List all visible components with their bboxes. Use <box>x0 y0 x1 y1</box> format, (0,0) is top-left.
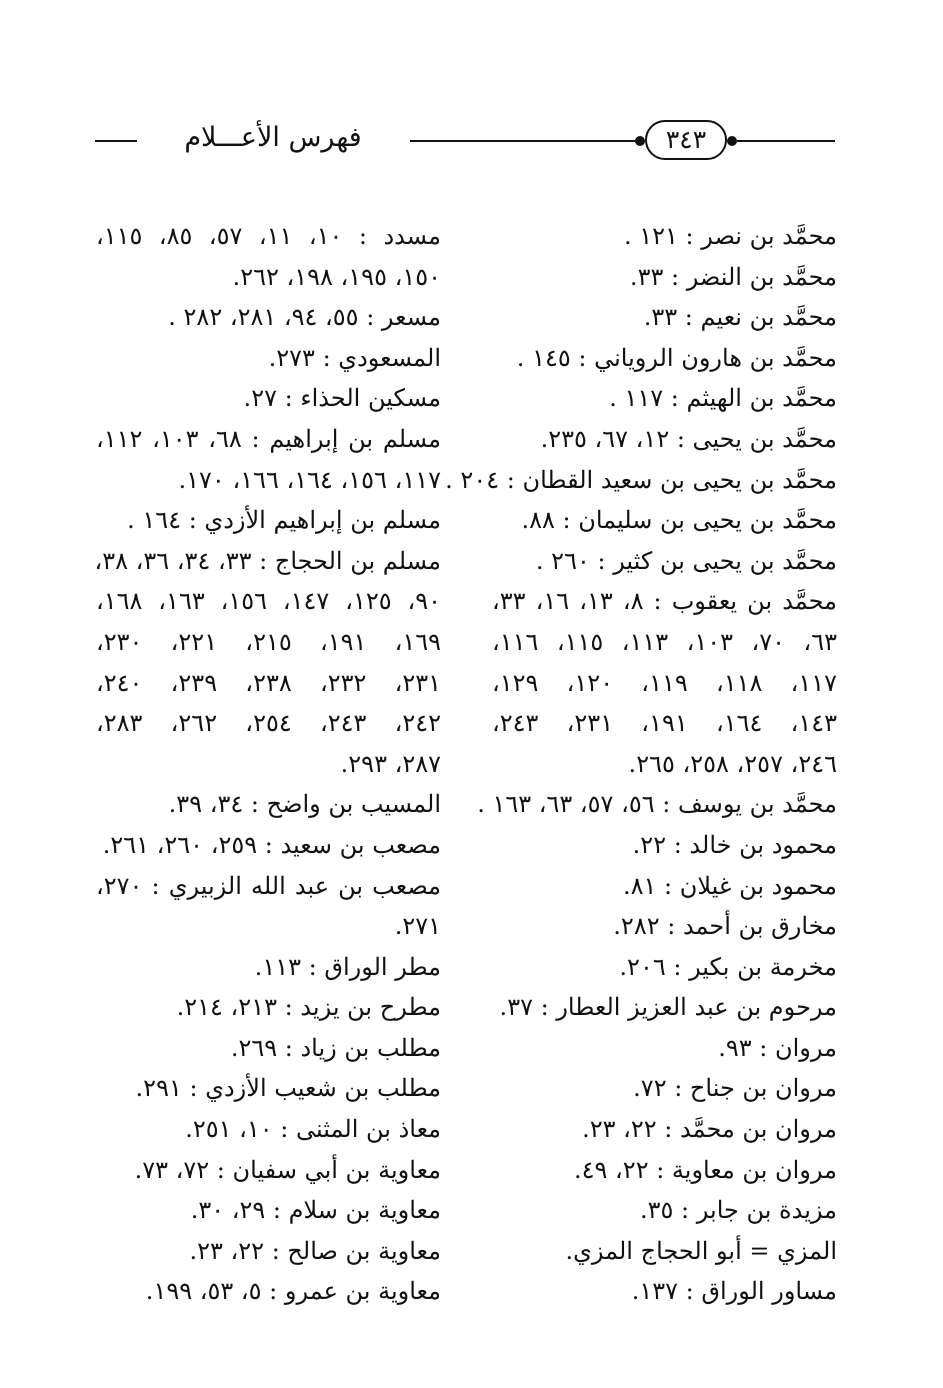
index-column-left <box>96 216 441 1312</box>
index-entry: مزيدة بن جابر : ٣٥. <box>640 1196 837 1225</box>
index-entry: مروان بن محمَّد : ٢٢، ٢٣. <box>582 1115 837 1144</box>
index-entry: مخارق بن أحمد : ٢٨٢. <box>613 912 837 941</box>
index-entry-continuation: ٢٤٦، ٢٥٧، ٢٥٨، ٢٦٥. <box>628 749 837 778</box>
index-entry-continuation: ١١٧، ١١٨، ١١٩، ١٢٠، ١٢٩، <box>492 668 838 697</box>
index-entry-continuation: ١١٧، ١٥٦، ١٦٤، ١٦٦، ١٧٠. <box>178 465 441 494</box>
index-entry: مسكين الحذاء : ٢٧. <box>243 384 441 413</box>
index-entry: مسلم بن إبراهيم الأزدي : ١٦٤ . <box>127 506 441 535</box>
header-dot-right <box>727 136 737 146</box>
page-title: فهرس الأعـــلام <box>184 122 362 153</box>
index-entry-continuation: ٢٨٧، ٢٩٣. <box>340 749 441 778</box>
index-entry: مخرمة بن بكير : ٢٠٦. <box>619 952 837 981</box>
page-header <box>95 118 835 168</box>
index-entry: محمَّد بن الهيثم : ١١٧ . <box>609 384 837 413</box>
index-entry: محمَّد بن نصر : ١٢١ . <box>623 222 837 250</box>
index-entry: معاوية بن صالح : ٢٢، ٢٣. <box>189 1236 441 1265</box>
index-entry-continuation: ٦٣، ٧٠، ١٠٣، ١١٣، ١١٥، ١١٦، <box>492 627 838 656</box>
index-entry: محمَّد بن نعيم : ٣٣. <box>643 303 837 332</box>
index-entry: مسلم بن الحجاج : ٣٣، ٣٤، ٣٦، ٣٨، <box>94 546 441 575</box>
index-entry: المزي = أبو الحجاج المزي. <box>565 1236 837 1265</box>
index-entry: محمَّد بن يحيى بن كثير : ٢٦٠ . <box>535 546 837 575</box>
index-entry: محمَّد بن يحيى بن سعيد القطان : ٢٠٤ . <box>445 465 837 494</box>
index-entry: مطر الوراق : ١١٣. <box>254 952 441 981</box>
index-entry: مسعر : ٥٥، ٩٤، ٢٨١، ٢٨٢ . <box>168 303 441 332</box>
index-entry: مسدد : ١٠، ١١، ٥٧، ٨٥، ١١٥، <box>96 222 441 250</box>
index-entry: مروان بن معاوية : ٢٢، ٤٩. <box>574 1155 837 1184</box>
index-entry-continuation: ١٦٩، ١٩١، ٢١٥، ٢٢١، ٢٣٠، <box>96 627 442 656</box>
index-entry-continuation: ٢٣١، ٢٣٢، ٢٣٨، ٢٣٩، ٢٤٠، <box>96 668 442 697</box>
index-entry: المسيب بن واضح : ٣٤، ٣٩. <box>168 790 441 819</box>
index-entry: مطرح بن يزيد : ٢١٣، ٢١٤. <box>176 993 441 1022</box>
index-entry: مطلب بن زياد : ٢٦٩. <box>230 1033 441 1062</box>
header-rule-right <box>737 140 835 142</box>
index-entry-continuation: ٩٠، ١٢٥، ١٤٧، ١٥٦، ١٦٣، ١٦٨، <box>96 587 442 616</box>
index-entry: مصعب بن سعيد : ٢٥٩، ٢٦٠، ٢٦١. <box>102 830 441 859</box>
index-entry-continuation: ١٥٠، ١٩٥، ١٩٨، ٢٦٢. <box>232 262 441 291</box>
index-entry: محمود بن غيلان : ٨١. <box>622 871 837 900</box>
index-entry: محمَّد بن النضر : ٣٣. <box>629 262 837 291</box>
page-number: ٣٤٣ <box>645 120 727 160</box>
index-entry: محمَّد بن يوسف : ٥٦، ٥٧، ٦٣، ١٦٣ . <box>477 790 837 819</box>
index-entry: المسعودي : ٢٧٣. <box>268 343 441 372</box>
index-entry: معاوية بن سلام : ٢٩، ٣٠. <box>190 1196 441 1225</box>
index-entry: مروان : ٩٣. <box>718 1033 837 1062</box>
index-entry-continuation: ٢٤٢، ٢٤٣، ٢٥٤، ٢٦٢، ٢٨٣، <box>96 709 442 738</box>
index-entry: مروان بن جناح : ٧٢. <box>633 1074 837 1103</box>
index-entry: معاوية بن عمرو : ٥، ٥٣، ١٩٩. <box>145 1277 441 1306</box>
index-entry: مسلم بن إبراهيم : ٦٨، ١٠٣، ١١٢، <box>96 424 442 453</box>
index-entry: مصعب بن عبد الله الزبيري : ٢٧٠، <box>96 871 441 900</box>
index-entry-continuation: ٢٧١. <box>394 912 441 941</box>
index-entry-continuation: ١٤٣، ١٦٤، ١٩١، ٢٣١، ٢٤٣، <box>492 709 838 738</box>
index-entry: مساور الوراق : ١٣٧. <box>631 1277 837 1306</box>
index-entry: معاذ بن المثنى : ١٠، ٢٥١. <box>185 1115 441 1144</box>
index-entry: معاوية بن أبي سفيان : ٧٢، ٧٣. <box>134 1155 441 1184</box>
header-rule-left <box>95 140 137 142</box>
index-entry: مطلب بن شعيب الأزدي : ٢٩١. <box>135 1074 441 1103</box>
index-entry: محمَّد بن يحيى بن سليمان : ٨٨. <box>521 506 837 535</box>
index-column-right <box>445 216 838 1312</box>
index-entry: محمَّد بن يحيى : ١٢، ٦٧، ٢٣٥. <box>540 424 837 453</box>
index-entry: محمَّد بن هارون الروياني : ١٤٥ . <box>516 343 837 372</box>
header-rule-middle <box>410 140 635 142</box>
index-entry: محمود بن خالد : ٢٢. <box>632 830 837 859</box>
header-dot-left <box>635 136 645 146</box>
index-entry: محمَّد بن يعقوب : ٨، ١٣، ١٦، ٣٣، <box>492 587 838 616</box>
index-entry: مرحوم بن عبد العزيز العطار : ٣٧. <box>499 993 837 1022</box>
